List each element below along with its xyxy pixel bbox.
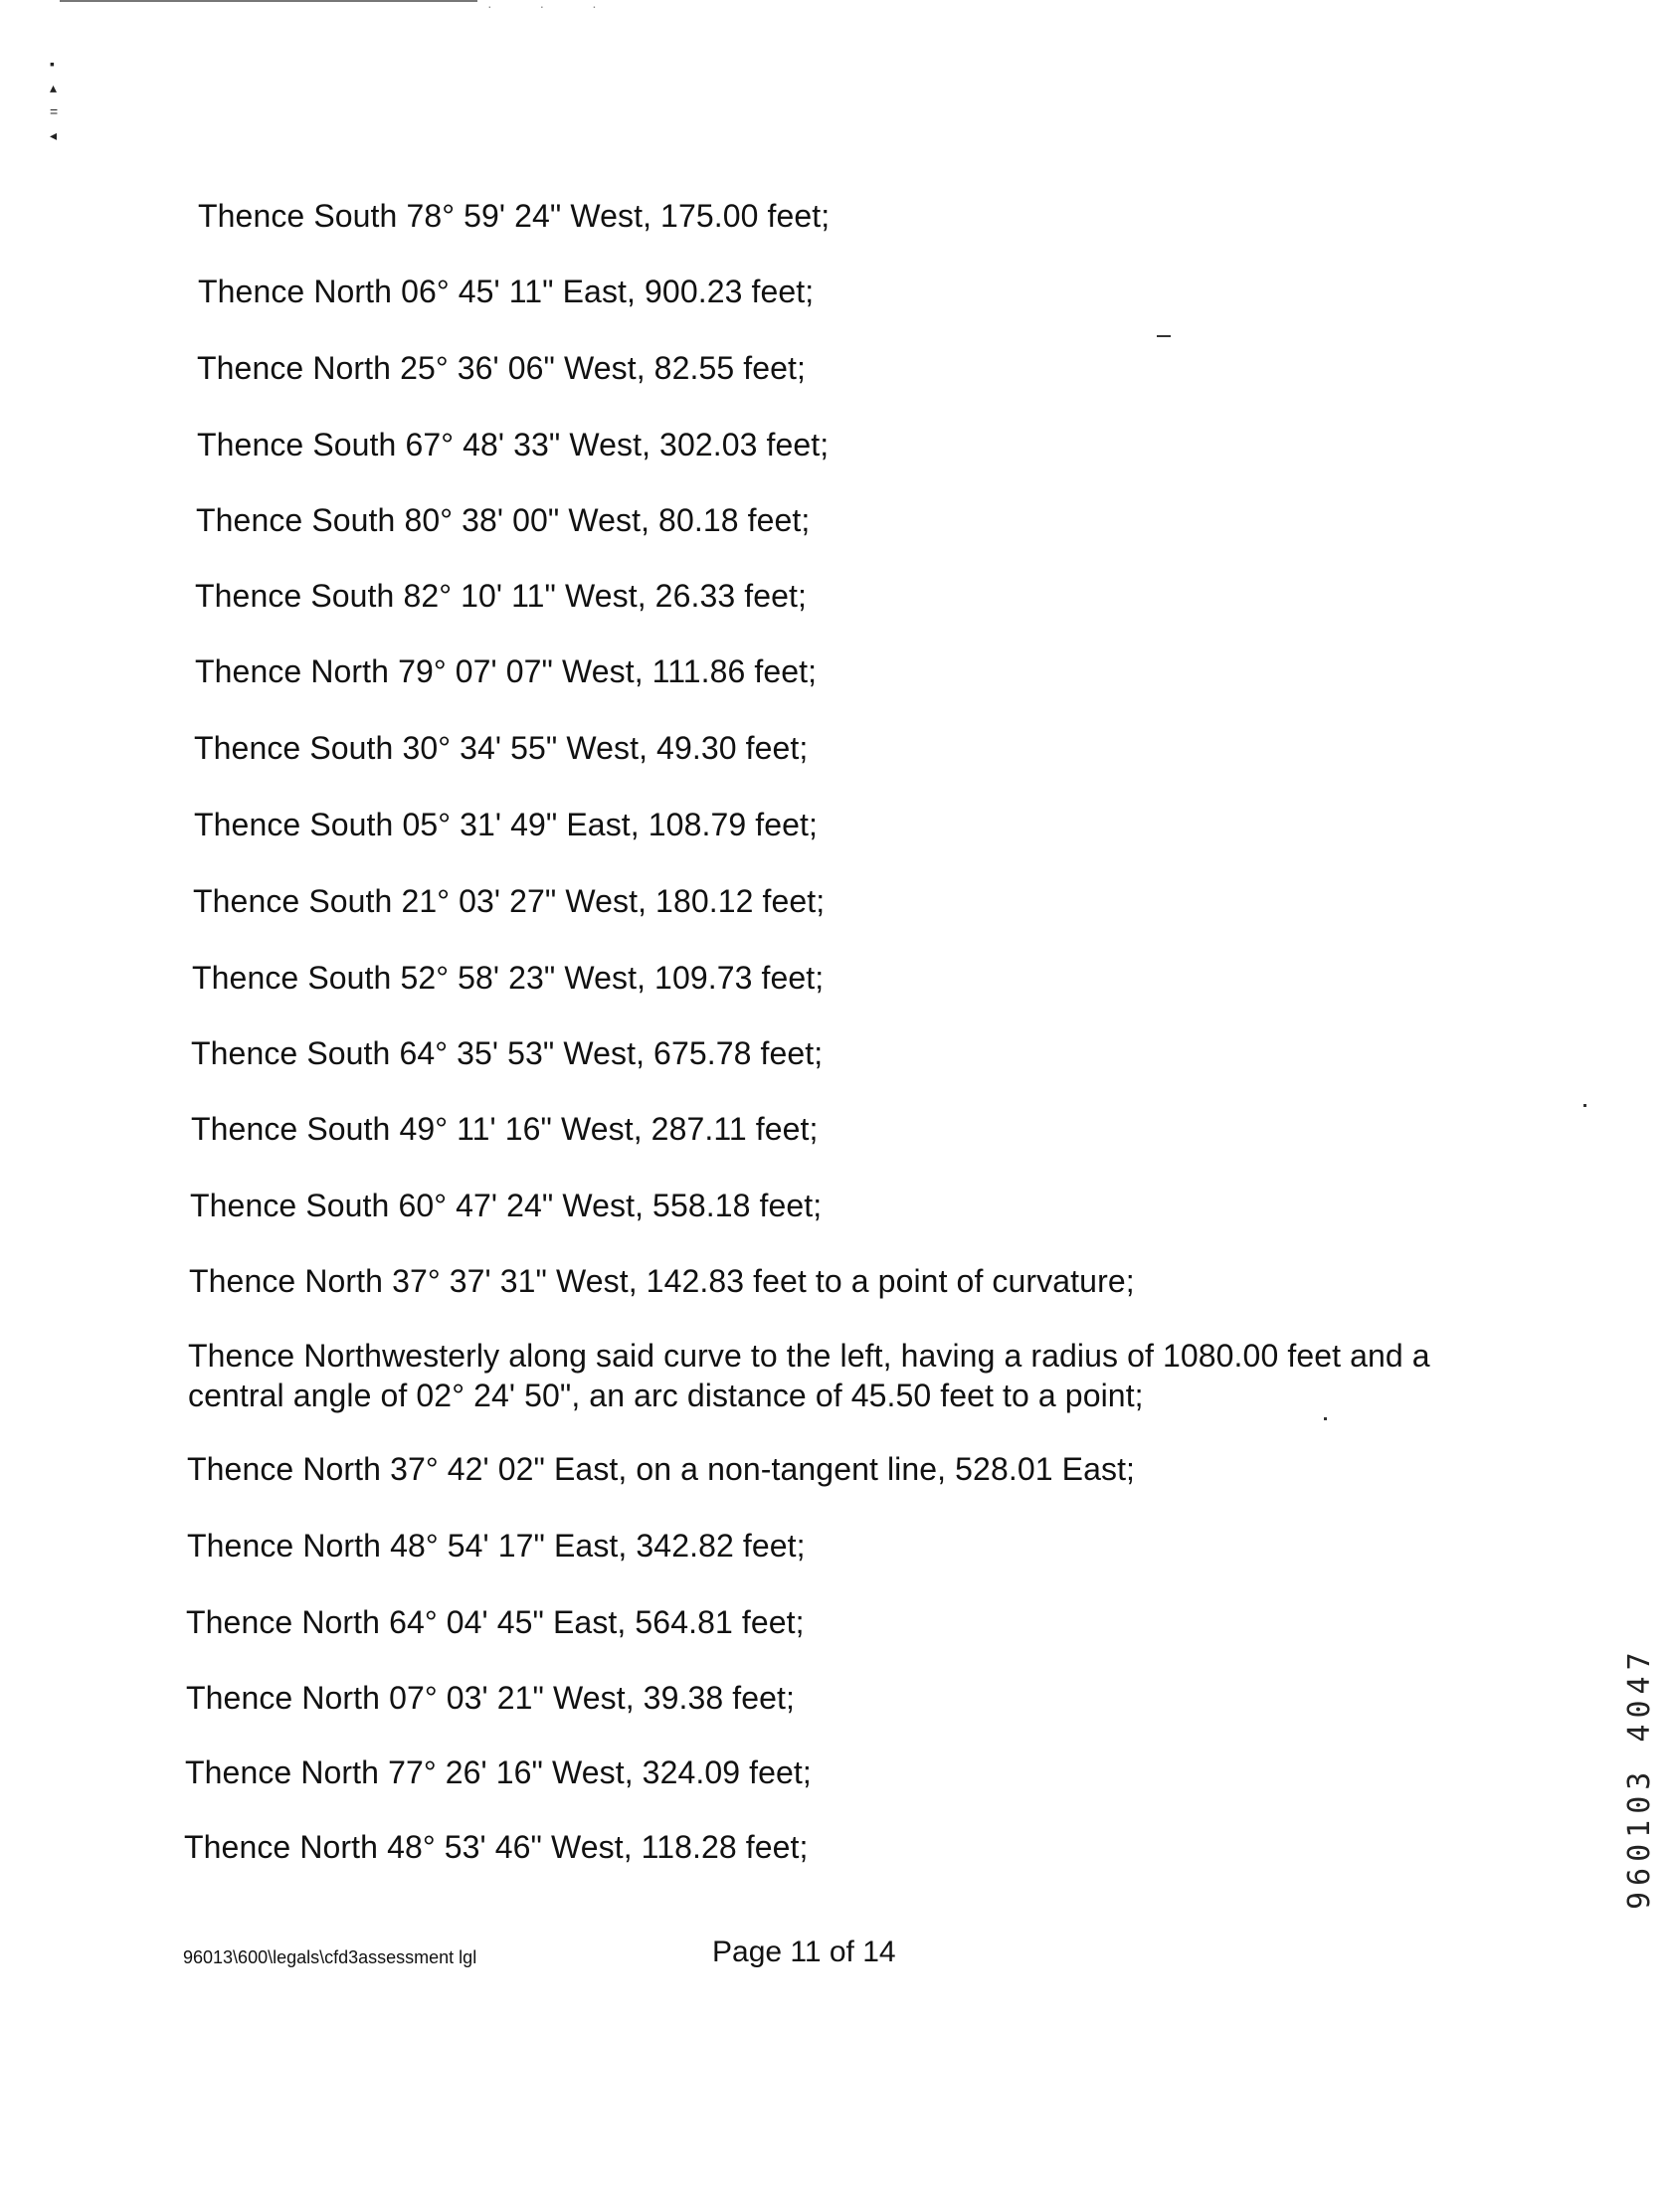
- call-line: Thence South 60° 47' 24" West, 558.18 feet;: [190, 1188, 823, 1223]
- recording-number-text: 960103 4047: [1622, 1646, 1657, 1910]
- top-scan-marks: · · ·: [487, 0, 619, 14]
- call-line: Thence North 48° 54' 17" East, 342.82 feet;: [187, 1528, 806, 1564]
- call-line: Thence North 37° 37' 31" West, 142.83 feet to a point of curvature;: [189, 1263, 1135, 1299]
- call-line: Thence North 48° 53' 46" West, 118.28 feet;: [184, 1829, 809, 1865]
- call-line: Thence South 52° 58' 23" West, 109.73 feet;: [192, 960, 825, 996]
- call-line: Thence South 21° 03' 27" West, 180.12 feet;: [193, 883, 826, 919]
- footer-file-path: 96013\600\legals\cfd3assessment lgl: [183, 1947, 477, 1967]
- call-line: Thence North 25° 36' 06" West, 82.55 feet;: [197, 350, 807, 386]
- call-line: Thence South 30° 34' 55" West, 49.30 feet;: [194, 730, 809, 766]
- call-line: Thence South 67° 48' 33" West, 302.03 feet;: [197, 427, 830, 462]
- call-line: Thence North 07° 03' 21" West, 39.38 feet;: [186, 1680, 796, 1716]
- call-line: Thence North 77° 26' 16" West, 324.09 feet;: [185, 1754, 812, 1790]
- call-line: Thence South 82° 10' 11" West, 26.33 feet;: [195, 578, 808, 614]
- scan-speck: [1157, 335, 1171, 337]
- call-line: Thence North 06° 45' 11" East, 900.23 feet;: [198, 274, 815, 309]
- call-line: Thence South 78° 59' 24" West, 175.00 feet;: [198, 198, 831, 234]
- footer-page-number: Page 11 of 14: [712, 1936, 896, 1968]
- call-line: Thence South 05° 31' 49" East, 108.79 feet;: [194, 807, 819, 842]
- scan-speck: [1583, 1104, 1586, 1107]
- call-line: Thence North 37° 42' 02" East, on a non-tangent line, 528.01 East;: [187, 1451, 1136, 1487]
- call-line: Thence South 80° 38' 00" West, 80.18 feet;: [196, 502, 811, 538]
- call-curve-paragraph: Thence Northwesterly along said curve to the left, having a radius of 1080.00 feet and a central angle of 02° 24' 50", an arc distance of 45.50 feet to a point;: [188, 1338, 1430, 1413]
- call-line: Thence South 49° 11' 16" West, 287.11 feet;: [191, 1111, 819, 1147]
- call-line: Thence North 79° 07' 07" West, 111.86 feet;: [195, 653, 818, 689]
- call-line: Thence South 64° 35' 53" West, 675.78 feet;: [191, 1035, 824, 1071]
- call-line: Thence North 64° 04' 45" East, 564.81 feet;: [186, 1604, 805, 1640]
- top-scan-rule: [60, 0, 477, 2]
- scan-speck: [1324, 1417, 1327, 1420]
- recording-number-stamp: [1586, 1571, 1657, 1910]
- margin-scan-marks: ▪ ▴ = ◂: [50, 56, 59, 143]
